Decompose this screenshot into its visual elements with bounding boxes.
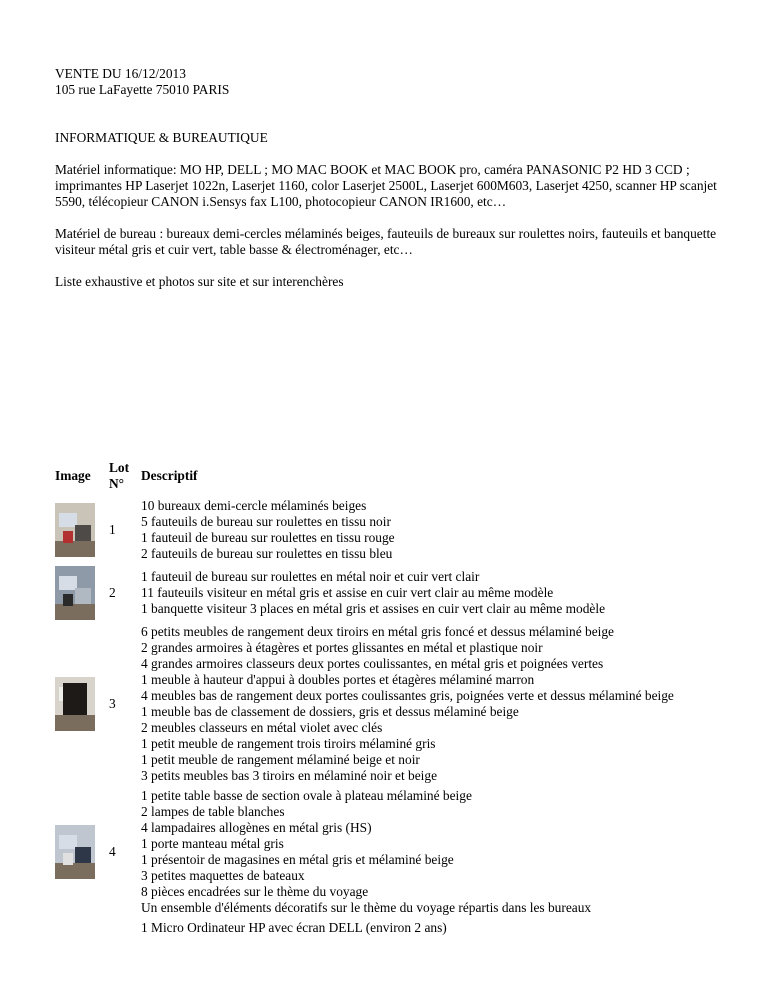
- site-note: Liste exhaustive et photos sur site et sur interenchères: [55, 274, 344, 289]
- sale-header: [55, 66, 725, 98]
- lot-number: [107, 918, 139, 938]
- lot-description: [139, 786, 703, 918]
- lot-line: 4 meubles bas de rangement deux portes coulissantes gris, poignées verte et dessus mélaminé beige: [141, 688, 674, 703]
- lot-line: 1 banquette visiteur 3 places en métal gris et assises en cuir vert clair au même modèle: [141, 601, 606, 616]
- lot-1-photo[interactable]: [55, 503, 95, 557]
- document-page: [55, 66, 725, 938]
- lot-number: 2: [109, 585, 116, 600]
- lot-line: 2 fauteuils de bureau sur roulettes en tissu bleu: [141, 546, 393, 561]
- lot-description: [139, 622, 703, 786]
- lot-line: 1 porte manteau métal gris: [141, 836, 284, 851]
- table-header-row: [53, 458, 703, 496]
- lot-line: 6 petits meubles de rangement deux tiroirs en métal gris foncé et dessus mélaminé beige: [141, 624, 614, 639]
- lot-line: 1 petit meuble de rangement mélaminé beige et noir: [141, 752, 420, 767]
- lot-line: 1 petite table basse de section ovale à plateau mélaminé beige: [141, 788, 472, 803]
- lot-line: 4 lampadaires allogènes en métal gris (HS): [141, 820, 372, 835]
- lot-number: 1: [109, 522, 116, 537]
- lot-line: 1 petit meuble de rangement trois tiroirs mélaminé gris: [141, 736, 436, 751]
- lot-line: 10 bureaux demi-cercle mélaminés beiges: [141, 498, 367, 513]
- sale-date: VENTE DU 16/12/2013: [55, 66, 186, 81]
- lots-table: [53, 458, 703, 938]
- lot-line: 11 fauteuils visiteur en métal gris et assise en cuir vert clair au même modèle: [141, 585, 554, 600]
- lot-line: 3 petites maquettes de bateaux: [141, 868, 305, 883]
- lot-line: Un ensemble d'éléments décoratifs sur le thème du voyage répartis dans les bureaux: [141, 900, 592, 915]
- it-equipment-paragraph: Matériel informatique: MO HP, DELL ; MO MAC BOOK et MAC BOOK pro, caméra PANASONIC P2 HD 3 CCD ; imprimantes HP Laserjet 1022n, Laserjet 1160, color Laserjet 2500L, Laserjet 600M603, Laserjet 4250, scanner HP scanjet 5590, télécopieur CANON i.Sensys fax L100, photocopieur CANON IR1600, etc…: [55, 162, 717, 209]
- lot-number: 4: [109, 844, 116, 859]
- lot-description: [139, 564, 703, 622]
- lot-line: 3 petits meubles bas 3 tiroirs en mélaminé noir et beige: [141, 768, 438, 783]
- lot-line: 1 fauteuil de bureau sur roulettes en tissu rouge: [141, 530, 395, 545]
- header-image: Image: [55, 468, 91, 483]
- table-row: [53, 564, 703, 622]
- lot-number: 3: [109, 696, 116, 711]
- lot-line: 1 meuble à hauteur d'appui à doubles portes et étagères mélaminé marron: [141, 672, 535, 687]
- lot-line: 1 meuble bas de classement de dossiers, gris et dessus mélaminé beige: [141, 704, 519, 719]
- lot-3-photo[interactable]: [55, 677, 95, 731]
- sale-address: 105 rue LaFayette 75010 PARIS: [55, 82, 230, 97]
- table-row: [53, 496, 703, 564]
- header-lot: Lot N°: [109, 460, 130, 491]
- lot-description: [139, 918, 703, 938]
- lot-4-photo[interactable]: [55, 825, 95, 879]
- lot-line: 4 grandes armoires classeurs deux portes coulissantes, en métal gris et poignées vertes: [141, 656, 604, 671]
- table-row: [53, 786, 703, 918]
- lot-line: 1 fauteuil de bureau sur roulettes en métal noir et cuir vert clair: [141, 569, 480, 584]
- lot-line: 2 meubles classeurs en métal violet avec clés: [141, 720, 383, 735]
- lot-line: 2 lampes de table blanches: [141, 804, 285, 819]
- lot-line: 2 grandes armoires à étagères et portes glissantes en métal et plastique noir: [141, 640, 543, 655]
- lot-line: 1 Micro Ordinateur HP avec écran DELL (environ 2 ans): [141, 920, 447, 935]
- table-row: [53, 918, 703, 938]
- lot-line: 8 pièces encadrées sur le thème du voyage: [141, 884, 369, 899]
- office-equipment-paragraph: Matériel de bureau : bureaux demi-cercles mélaminés beiges, fauteuils de bureaux sur roulettes noirs, fauteuils et banquette visiteur métal gris et cuir vert, table basse & électroménager, etc…: [55, 226, 717, 257]
- lot-line: 1 présentoir de magasines en métal gris et mélaminé beige: [141, 852, 454, 867]
- lot-description: [139, 496, 703, 564]
- lot-line: 5 fauteuils de bureau sur roulettes en tissu noir: [141, 514, 391, 529]
- section-title: INFORMATIQUE & BUREAUTIQUE: [55, 130, 268, 145]
- header-description: Descriptif: [141, 468, 198, 483]
- lot-2-photo[interactable]: [55, 566, 95, 620]
- table-row: [53, 622, 703, 786]
